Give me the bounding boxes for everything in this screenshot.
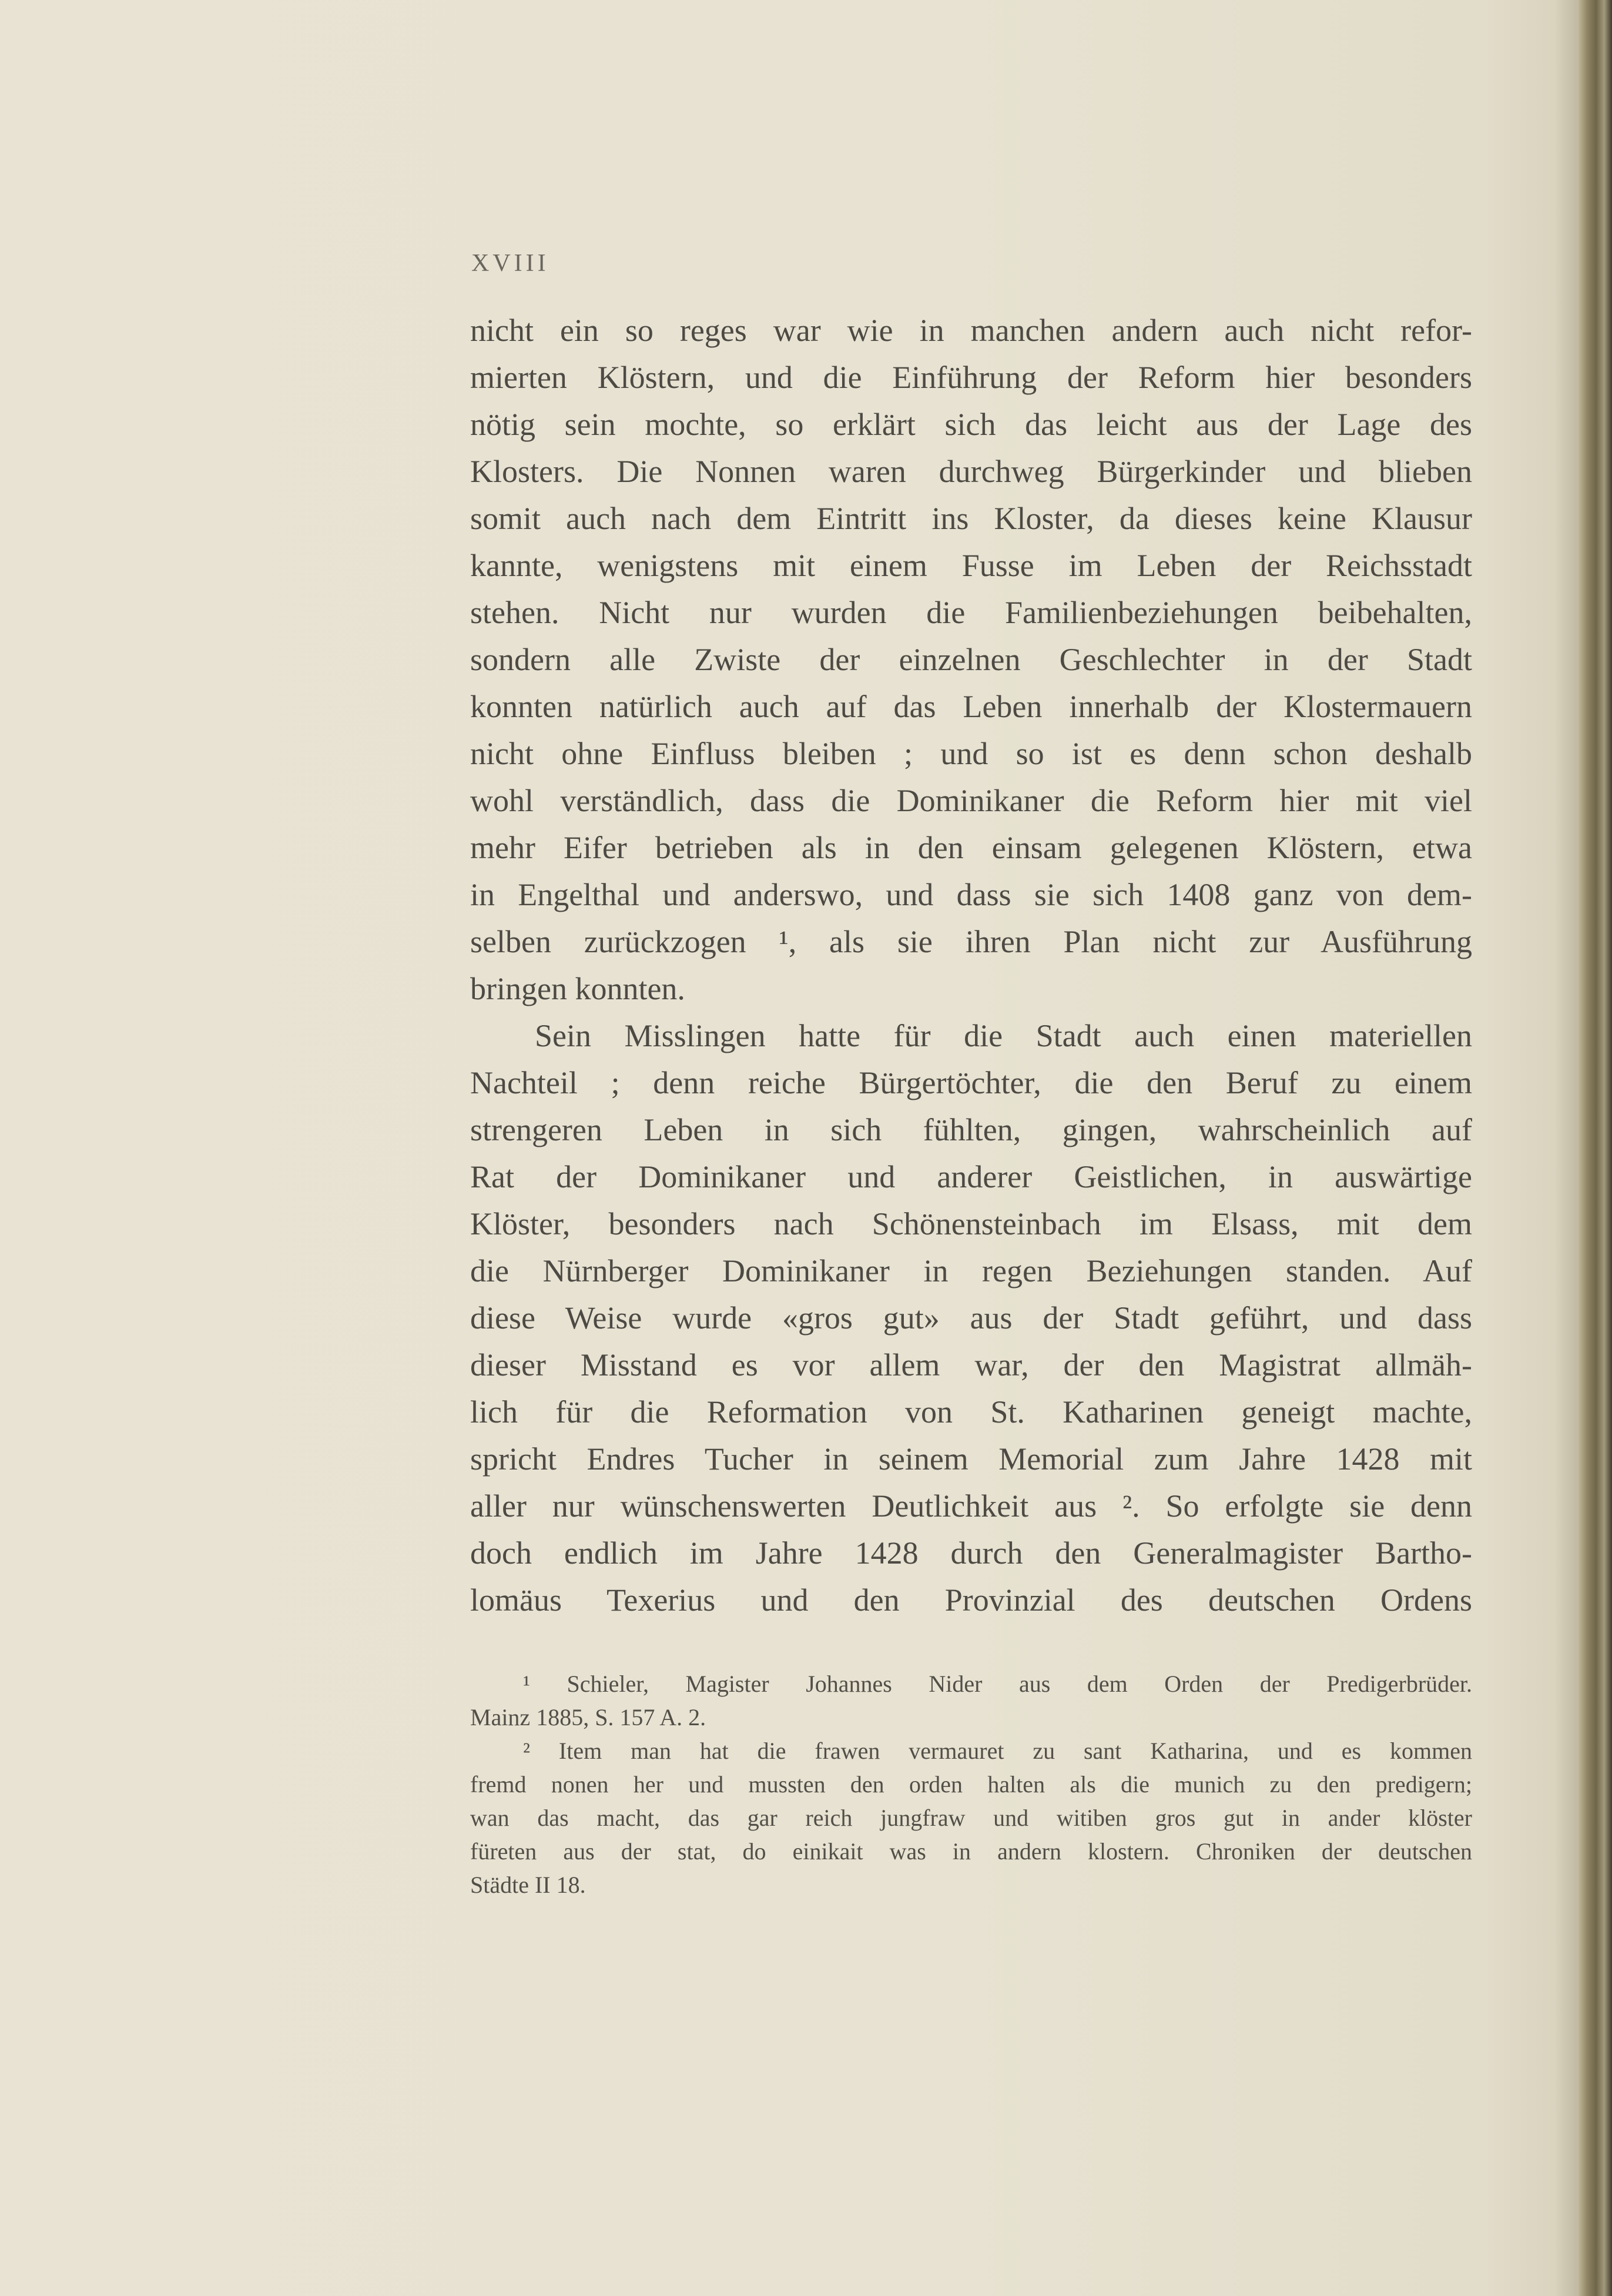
footnote-line: fremd nonen her und mussten den orden halten als die munich zu den predigern;: [470, 1771, 1472, 1798]
text-line: Klöster, besonders nach Schönensteinbach im Elsass, mit dem: [470, 1206, 1472, 1241]
page-gutter-shadow: [1554, 0, 1578, 2296]
text-line: mierten Klöstern, und die Einführung der Reform hier besonders: [470, 360, 1472, 395]
page-edge: [1577, 0, 1612, 2296]
text-line: Nachteil ; denn reiche Bürgertöchter, die den Beruf zu einem: [470, 1065, 1472, 1100]
text-line: mehr Eifer betrieben als in den einsam gelegenen Klöstern, etwa: [470, 830, 1472, 865]
text-line: sondern alle Zwiste der einzelnen Geschlechter in der Stadt: [470, 642, 1472, 677]
text-line: strengeren Leben in sich fühlten, gingen, wahrscheinlich auf: [470, 1112, 1472, 1147]
page-number: XVIII: [471, 250, 549, 277]
text-line: Klosters. Die Nonnen waren durchweg Bürgerkinder und blieben: [470, 454, 1472, 489]
footnotes: [470, 1667, 1472, 1902]
text-line: selben zurückzogen ¹, als sie ihren Plan nicht zur Ausführung: [470, 924, 1472, 959]
text-line: Rat der Dominikaner und anderer Geistlichen, in auswärtige: [470, 1159, 1472, 1194]
text-line: somit auch nach dem Eintritt ins Kloster, da dieses keine Klausur: [470, 501, 1472, 536]
text-line: diese Weise wurde «gros gut» aus der Stadt geführt, und dass: [470, 1300, 1472, 1336]
text-line: aller nur wünschenswerten Deutlichkeit aus ². So erfolgte sie denn: [470, 1488, 1472, 1524]
main-text: [470, 307, 1472, 1624]
text-line: nötig sein mochte, so erklärt sich das leicht aus der Lage des: [470, 407, 1472, 442]
text-line: nicht ohne Einfluss bleiben ; und so ist es denn schon deshalb: [470, 736, 1472, 771]
text-line: lomäus Texerius und den Provinzial des deutschen Ordens: [470, 1582, 1472, 1618]
text-line: in Engelthal und anderswo, und dass sie sich 1408 ganz von dem-: [470, 877, 1472, 912]
text-line: kannte, wenigstens mit einem Fusse im Leben der Reichsstadt: [470, 548, 1472, 583]
footnote-line: ² Item man hat die frawen vermauret zu sant Katharina, und es kommen: [523, 1738, 1472, 1764]
text-line: die Nürnberger Dominikaner in regen Beziehungen standen. Auf: [470, 1253, 1472, 1288]
footnote-line: füreten aus der stat, do einikait was in andern klostern. Chroniken der deutschen: [470, 1838, 1472, 1865]
text-line: doch endlich im Jahre 1428 durch den Generalmagister Bartho-: [470, 1535, 1472, 1571]
footnote-line: wan das macht, das gar reich jungfraw und witiben gros gut in ander klöster: [470, 1805, 1472, 1831]
text-line: spricht Endres Tucher in seinem Memorial zum Jahre 1428 mit: [470, 1441, 1472, 1477]
text-line: stehen. Nicht nur wurden die Familienbeziehungen beibehalten,: [470, 595, 1472, 630]
text-line: nicht ein so reges war wie in manchen andern auch nicht refor-: [470, 313, 1472, 348]
text-line: wohl verständlich, dass die Dominikaner die Reform hier mit viel: [470, 783, 1472, 818]
footnote-line: Städte II 18.: [470, 1872, 586, 1898]
footnote-line: Mainz 1885, S. 157 A. 2.: [470, 1704, 706, 1731]
text-line: dieser Misstand es vor allem war, der den Magistrat allmäh-: [470, 1347, 1472, 1383]
text-line: konnten natürlich auch auf das Leben innerhalb der Klostermauern: [470, 689, 1472, 724]
text-line: Sein Misslingen hatte für die Stadt auch einen materiellen: [535, 1018, 1472, 1053]
footnote-line: ¹ Schieler, Magister Johannes Nider aus dem Orden der Predigerbrüder.: [523, 1671, 1472, 1697]
text-line: bringen konnten.: [470, 971, 685, 1006]
text-line: lich für die Reformation von St. Katharinen geneigt machte,: [470, 1394, 1472, 1430]
